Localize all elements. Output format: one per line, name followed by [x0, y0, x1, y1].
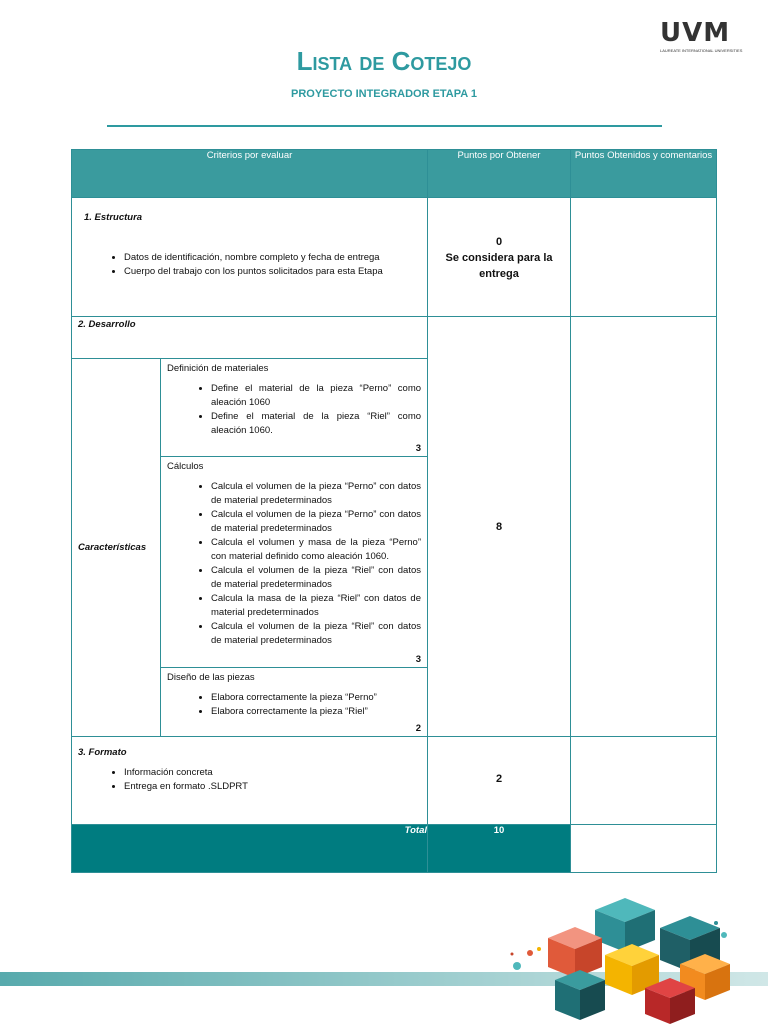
- row-total: [72, 825, 717, 873]
- cell-desarrollo-title: [72, 317, 428, 359]
- header-puntos-obtenidos: Puntos Obtenidos y comentarios: [571, 150, 717, 198]
- cell-total-obtained: [571, 825, 717, 873]
- cell-desarrollo-points: [428, 317, 571, 737]
- row-formato: [72, 737, 717, 825]
- estructura-points-note: Se considera para la entrega: [445, 252, 553, 280]
- cell-diseno: [161, 668, 428, 737]
- caracteristicas-label: Características: [78, 542, 147, 553]
- decorative-cubes-graphic: [0, 880, 768, 1024]
- cell-desarrollo-obtained: [571, 317, 717, 737]
- cell-caracteristicas: [72, 359, 161, 737]
- cell-estructura-obtained: [571, 198, 717, 317]
- list-item: • Define el material de la pieza “Perno” como aleación 1060: [211, 382, 421, 410]
- list-item: • Calcula el volumen de la pieza “Perno” con datos de material predeterminados: [211, 508, 421, 536]
- page-title: Lista de Cotejo: [296, 46, 472, 76]
- desarrollo-points: 8: [495, 520, 503, 533]
- checklist-table: [71, 149, 717, 873]
- cell-estructura: [72, 198, 428, 317]
- list-item: • Calcula el volumen de la pieza “Riel” con datos de material predeterminados: [211, 620, 421, 648]
- list-item: • Elabora correctamente la pieza “Perno”: [211, 691, 421, 705]
- row-estructura: [72, 198, 717, 317]
- list-item: • Datos de identificación, nombre completo y fecha de entrega: [124, 251, 415, 265]
- cell-formato-obtained: [571, 737, 717, 825]
- total-label: Total: [72, 825, 428, 873]
- block-points: 2: [415, 723, 422, 734]
- header-criterios: Criterios por evaluar: [72, 150, 428, 198]
- block-title-definicion: Definición de materiales: [167, 363, 269, 374]
- title-divider: [107, 125, 662, 127]
- list-item: • Calcula el volumen y masa de la pieza “Perno” con material definido como aleación 1060.: [211, 536, 421, 564]
- cell-estructura-points: [428, 198, 571, 317]
- section-title-formato: 3. Formato: [78, 747, 127, 758]
- block-points: 3: [415, 443, 422, 454]
- block-title-calculos: Cálculos: [167, 461, 204, 472]
- total-value: 10: [428, 825, 571, 873]
- section-title-estructura: 1. Estructura: [84, 212, 143, 223]
- list-item: • Información concreta: [124, 766, 421, 780]
- page-subtitle: PROYECTO INTEGRADOR ETAPA 1: [290, 88, 477, 100]
- formato-points: 2: [495, 773, 503, 785]
- cell-formato-points: [428, 737, 571, 825]
- list-item: • Calcula el volumen de la pieza “Riel” con datos de material predeterminados: [211, 564, 421, 592]
- list-item: • Calcula el volumen de la pieza “Perno” con datos de material predeterminados: [211, 480, 421, 508]
- list-item: • Cuerpo del trabajo con los puntos solicitados para esta Etapa: [124, 265, 415, 279]
- list-item: • Entrega en formato .SLDPRT: [124, 780, 421, 794]
- cell-definicion: [161, 359, 428, 457]
- logo-subtitle: LAUREATE INTERNATIONAL UNIVERSITIES: [660, 48, 743, 53]
- estructura-points-value: 0: [495, 236, 503, 248]
- logo-mark: UVM: [660, 18, 731, 48]
- section-title-desarrollo: 2. Desarrollo: [78, 319, 136, 330]
- block-title-diseno: Diseño de las piezas: [167, 672, 255, 683]
- row-desarrollo: [72, 317, 717, 359]
- block-points: 3: [415, 654, 422, 665]
- list-item: • Calcula la masa de la pieza “Riel” con datos de material predeterminados: [211, 592, 421, 620]
- list-item: • Define el material de la pieza “Riel” como aleación 1060.: [211, 410, 421, 438]
- cell-formato: [72, 737, 428, 825]
- list-item: • Elabora correctamente la pieza “Riel”: [211, 705, 421, 719]
- header-puntos-obtener: Puntos por Obtener: [428, 150, 571, 198]
- cell-calculos: [161, 457, 428, 668]
- table-header-row: [72, 150, 717, 198]
